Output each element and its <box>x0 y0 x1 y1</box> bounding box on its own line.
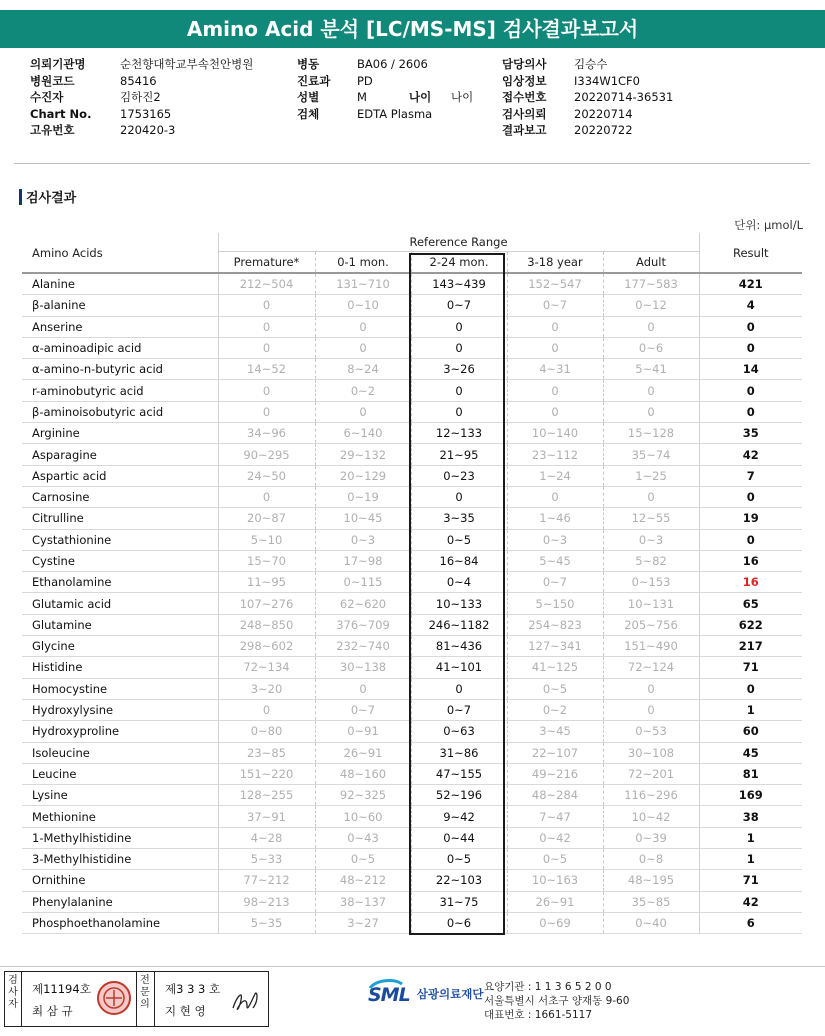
amino-acid-name: Hydroxylysine <box>22 699 218 720</box>
result-value: 169 <box>699 785 802 806</box>
reference-range-cell: 0~7 <box>507 295 603 316</box>
reference-range-cell: 5~41 <box>603 359 699 380</box>
result-value: 60 <box>699 721 802 742</box>
reference-range-cell: 41~125 <box>507 657 603 678</box>
footer-divider <box>0 966 825 967</box>
result-value: 38 <box>699 806 802 827</box>
reference-range-cell: 5~82 <box>603 550 699 571</box>
reference-range-cell: 98~213 <box>218 891 315 912</box>
inspector-vertical-label <box>5 972 22 1026</box>
header-range-4: Adult <box>603 252 699 274</box>
reference-range-cell: 10~131 <box>603 593 699 614</box>
reference-range-cell: 116~296 <box>603 785 699 806</box>
amino-acid-name: 3-Methylhistidine <box>22 849 218 870</box>
reference-range-cell: 0~43 <box>315 827 411 848</box>
signature-box <box>4 971 269 1027</box>
reference-range-cell: 5~150 <box>507 593 603 614</box>
reference-range-cell: 0~115 <box>315 572 411 593</box>
reference-range-cell: 246~1182 <box>411 614 507 635</box>
reference-range-cell: 23~85 <box>218 742 315 763</box>
reference-range-cell: 24~50 <box>218 465 315 486</box>
reference-range-cell: 0 <box>507 316 603 337</box>
patient-info-col2 <box>297 56 473 122</box>
amino-acid-name: Histidine <box>22 657 218 678</box>
reference-range-cell: 0 <box>315 337 411 358</box>
reference-range-cell: 177~583 <box>603 273 699 295</box>
label: 병원코드 <box>30 73 75 88</box>
result-value: 1 <box>699 827 802 848</box>
reviewer-info <box>155 972 268 1026</box>
value: I334W1CF0 <box>574 73 640 88</box>
reference-range-cell: 248~850 <box>218 614 315 635</box>
reference-range-cell: 0~91 <box>315 721 411 742</box>
reference-range-cell: 0 <box>218 337 315 358</box>
reference-range-cell: 14~52 <box>218 359 315 380</box>
reference-range-cell: 0 <box>603 699 699 720</box>
reference-range-cell: 31~75 <box>411 891 507 912</box>
reference-range-cell: 31~86 <box>411 742 507 763</box>
reference-range-cell: 23~112 <box>507 444 603 465</box>
value: PD <box>357 73 373 88</box>
reference-range-cell: 7~47 <box>507 806 603 827</box>
reference-range-cell: 49~216 <box>507 763 603 784</box>
label: 결과보고 <box>502 123 547 138</box>
patient-info-col3 <box>502 56 673 139</box>
reference-range-cell: 0~42 <box>507 827 603 848</box>
amino-acid-name: Homocystine <box>22 678 218 699</box>
result-value: 16 <box>699 550 802 571</box>
reference-range-cell: 10~133 <box>411 593 507 614</box>
inspector-vertical-text: 검사자 <box>8 975 18 1010</box>
result-value: 0 <box>699 337 802 358</box>
reference-range-cell: 10~45 <box>315 508 411 529</box>
seal-icon <box>96 980 132 1016</box>
result-value: 1 <box>699 699 802 720</box>
result-value: 4 <box>699 295 802 316</box>
signature-icon <box>229 986 263 1016</box>
reference-range-cell: 254~823 <box>507 614 603 635</box>
reference-range-cell: 0~5 <box>411 849 507 870</box>
amino-acid-name: Lysine <box>22 785 218 806</box>
reference-range-cell: 9~42 <box>411 806 507 827</box>
header-range-2: 2-24 mon. <box>411 252 507 274</box>
amino-acid-name: β-alanine <box>22 295 218 316</box>
reference-range-cell: 37~91 <box>218 806 315 827</box>
value: 김하진2 <box>120 90 161 105</box>
reference-range-cell: 10~163 <box>507 870 603 891</box>
reference-range-cell: 10~60 <box>315 806 411 827</box>
reference-range-cell: 11~95 <box>218 572 315 593</box>
reference-range-cell: 0 <box>218 316 315 337</box>
reference-range-cell: 0~3 <box>507 529 603 550</box>
reference-range-cell: 3~35 <box>411 508 507 529</box>
reference-range-cell: 0 <box>411 401 507 422</box>
amino-acid-name: Citrulline <box>22 508 218 529</box>
reference-range-cell: 0 <box>411 486 507 507</box>
lab-phone: 대표번호 : 1661-5117 <box>484 1009 593 1021</box>
reference-range-cell: 0 <box>218 401 315 422</box>
reference-range-cell: 212~504 <box>218 273 315 295</box>
amino-acid-name: Anserine <box>22 316 218 337</box>
value: 20220722 <box>574 123 633 138</box>
result-value: 19 <box>699 508 802 529</box>
reference-range-cell: 29~132 <box>315 444 411 465</box>
label: 의뢰기관명 <box>30 57 86 71</box>
reference-range-cell: 0~69 <box>507 912 603 933</box>
reference-range-cell: 0~3 <box>603 529 699 550</box>
label: 임상정보 <box>502 73 547 88</box>
reference-range-cell: 0~7 <box>411 699 507 720</box>
reference-range-cell: 0~7 <box>315 699 411 720</box>
amino-acid-name: Aspartic acid <box>22 465 218 486</box>
reference-range-cell: 4~31 <box>507 359 603 380</box>
reference-range-cell: 0~6 <box>411 912 507 933</box>
result-value: 421 <box>699 273 802 295</box>
reference-range-cell: 48~284 <box>507 785 603 806</box>
reference-range-cell: 48~212 <box>315 870 411 891</box>
result-value: 42 <box>699 444 802 465</box>
result-value: 42 <box>699 891 802 912</box>
reference-range-cell: 5~35 <box>218 912 315 933</box>
reference-range-cell: 38~137 <box>315 891 411 912</box>
reference-range-cell: 0 <box>411 316 507 337</box>
value: 1753165 <box>120 106 172 121</box>
amino-acid-name: Ornithine <box>22 870 218 891</box>
reference-range-cell: 151~490 <box>603 636 699 657</box>
section-bar <box>19 189 22 205</box>
reference-range-cell: 0 <box>603 401 699 422</box>
reference-range-cell: 20~87 <box>218 508 315 529</box>
reference-range-cell: 22~107 <box>507 742 603 763</box>
reference-range-cell: 12~133 <box>411 423 507 444</box>
reference-range-cell: 72~134 <box>218 657 315 678</box>
label: Chart No. <box>30 106 92 121</box>
reference-range-cell: 3~45 <box>507 721 603 742</box>
sml-org-name: 삼광의료재단 <box>416 987 484 1001</box>
reference-range-cell: 6~140 <box>315 423 411 444</box>
reference-range-cell: 0 <box>315 678 411 699</box>
reference-range-cell: 77~212 <box>218 870 315 891</box>
reference-range-cell: 0~5 <box>411 529 507 550</box>
reference-range-cell: 30~138 <box>315 657 411 678</box>
reference-range-cell: 62~620 <box>315 593 411 614</box>
reference-range-cell: 3~27 <box>315 912 411 933</box>
result-value: 71 <box>699 657 802 678</box>
result-value: 0 <box>699 380 802 401</box>
reference-range-cell: 0 <box>218 699 315 720</box>
reviewer-no: 제3 3 3 호 <box>165 982 221 996</box>
reference-range-cell: 3~26 <box>411 359 507 380</box>
reference-range-cell: 41~101 <box>411 657 507 678</box>
reference-range-cell: 127~341 <box>507 636 603 657</box>
amino-acid-name: Alanine <box>22 273 218 295</box>
value: 20220714-36531 <box>574 90 674 105</box>
reference-range-cell: 0 <box>507 401 603 422</box>
label: 담당의사 <box>502 57 547 71</box>
reference-range-cell: 0~6 <box>603 337 699 358</box>
reference-range-cell: 0 <box>603 380 699 401</box>
reference-range-cell: 232~740 <box>315 636 411 657</box>
reference-range-cell: 131~710 <box>315 273 411 295</box>
result-value: 0 <box>699 401 802 422</box>
lab-code: 요양기관 : 1 1 3 6 5 2 0 0 <box>484 981 612 993</box>
result-value: 622 <box>699 614 802 635</box>
reference-range-cell: 16~84 <box>411 550 507 571</box>
unit-label: 단위: μmol/L <box>734 218 803 232</box>
reference-range-cell: 26~91 <box>315 742 411 763</box>
result-value: 14 <box>699 359 802 380</box>
value: 85416 <box>120 73 157 88</box>
header-result: Result <box>699 233 802 273</box>
reference-range-cell: 92~325 <box>315 785 411 806</box>
result-value: 81 <box>699 763 802 784</box>
highlight-box-2-24-mon <box>409 253 505 935</box>
result-value: 16 <box>699 572 802 593</box>
reference-range-cell: 0 <box>603 486 699 507</box>
reference-range-cell: 0 <box>507 337 603 358</box>
reference-range-cell: 0~5 <box>507 678 603 699</box>
label: 검체 <box>297 106 320 121</box>
reference-range-cell: 0 <box>603 678 699 699</box>
reference-range-cell: 0 <box>315 316 411 337</box>
reference-range-cell: 48~195 <box>603 870 699 891</box>
label: 성별 <box>297 90 320 105</box>
amino-acid-name: Phosphoethanolamine <box>22 912 218 933</box>
amino-acid-name: Glutamic acid <box>22 593 218 614</box>
reference-range-cell: 20~129 <box>315 465 411 486</box>
reference-range-cell: 10~42 <box>603 806 699 827</box>
age-label: 나이 <box>409 90 432 105</box>
lab-address <box>484 980 629 1022</box>
reference-range-cell: 0~10 <box>315 295 411 316</box>
reference-range-cell: 81~436 <box>411 636 507 657</box>
reference-range-cell: 376~709 <box>315 614 411 635</box>
label: 검사의뢰 <box>502 106 547 121</box>
reference-range-cell: 0~53 <box>603 721 699 742</box>
patient-info-col1 <box>30 56 253 139</box>
header-range-3: 3-18 year <box>507 252 603 274</box>
reference-range-cell: 0 <box>218 486 315 507</box>
amino-acid-name: Carnosine <box>22 486 218 507</box>
reference-range-cell: 152~547 <box>507 273 603 295</box>
amino-acid-name: β-aminoisobutyric acid <box>22 401 218 422</box>
reference-range-cell: 1~24 <box>507 465 603 486</box>
reference-range-cell: 0~8 <box>603 849 699 870</box>
reference-range-cell: 0~7 <box>507 572 603 593</box>
reference-range-cell: 0 <box>411 380 507 401</box>
reference-range-cell: 0~80 <box>218 721 315 742</box>
reference-range-cell: 0 <box>218 380 315 401</box>
lab-address-line: 서울특별시 서초구 양재동 9-60 <box>484 995 630 1007</box>
reference-range-cell: 0~39 <box>603 827 699 848</box>
label: 수진자 <box>30 90 64 105</box>
age-value: 나이 <box>451 90 474 105</box>
reference-range-cell: 0~12 <box>603 295 699 316</box>
reviewer-name: 지 현 영 <box>165 1004 206 1018</box>
amino-acid-name: Phenylalanine <box>22 891 218 912</box>
reference-range-cell: 5~33 <box>218 849 315 870</box>
reference-range-cell: 5~10 <box>218 529 315 550</box>
reference-range-cell: 10~140 <box>507 423 603 444</box>
label: 병동 <box>297 57 320 71</box>
result-value: 45 <box>699 742 802 763</box>
value: 20220714 <box>574 106 633 121</box>
reference-range-cell: 35~74 <box>603 444 699 465</box>
result-value: 65 <box>699 593 802 614</box>
reference-range-cell: 1~46 <box>507 508 603 529</box>
reference-range-cell: 0 <box>411 337 507 358</box>
sml-logo <box>368 980 484 1006</box>
reference-range-cell: 0~63 <box>411 721 507 742</box>
result-value: 0 <box>699 486 802 507</box>
reference-range-cell: 0~7 <box>411 295 507 316</box>
amino-acid-name: Glutamine <box>22 614 218 635</box>
reference-range-cell: 143~439 <box>411 273 507 295</box>
reference-range-cell: 48~160 <box>315 763 411 784</box>
result-value: 6 <box>699 912 802 933</box>
amino-acid-name: α-aminoadipic acid <box>22 337 218 358</box>
divider <box>14 163 810 164</box>
reference-range-cell: 4~28 <box>218 827 315 848</box>
amino-acid-name: Cystathionine <box>22 529 218 550</box>
reference-range-cell: 8~24 <box>315 359 411 380</box>
reference-range-cell: 0~3 <box>315 529 411 550</box>
reference-range-cell: 0 <box>603 316 699 337</box>
reference-range-cell: 0 <box>507 380 603 401</box>
value: M <box>357 90 367 105</box>
reference-range-cell: 128~255 <box>218 785 315 806</box>
reference-range-cell: 0~40 <box>603 912 699 933</box>
result-value: 217 <box>699 636 802 657</box>
section-heading <box>19 187 76 206</box>
reference-range-cell: 0~2 <box>507 699 603 720</box>
header-reference-range: Reference Range <box>218 233 699 252</box>
reference-range-cell: 15~128 <box>603 423 699 444</box>
reference-range-cell: 5~45 <box>507 550 603 571</box>
reference-range-cell: 35~85 <box>603 891 699 912</box>
reference-range-cell: 34~96 <box>218 423 315 444</box>
amino-acid-name: Cystine <box>22 550 218 571</box>
value: 김승수 <box>574 57 608 71</box>
reference-range-cell: 52~196 <box>411 785 507 806</box>
result-value: 0 <box>699 316 802 337</box>
reference-range-cell: 205~756 <box>603 614 699 635</box>
amino-acid-name: Hydroxyproline <box>22 721 218 742</box>
label: 접수번호 <box>502 90 547 105</box>
reference-range-cell: 0~44 <box>411 827 507 848</box>
amino-acid-name: Arginine <box>22 423 218 444</box>
reference-range-cell: 1~25 <box>603 465 699 486</box>
reviewer-vertical-text: 전문의 <box>140 975 150 1010</box>
result-value: 0 <box>699 678 802 699</box>
reviewer-vertical-label <box>136 972 155 1026</box>
reference-range-cell: 0 <box>315 401 411 422</box>
reference-range-cell: 15~70 <box>218 550 315 571</box>
reference-range-cell: 17~98 <box>315 550 411 571</box>
reference-range-cell: 0~153 <box>603 572 699 593</box>
header-amino-acids: Amino Acids <box>22 233 218 273</box>
reference-range-cell: 151~220 <box>218 763 315 784</box>
reference-range-cell: 0~23 <box>411 465 507 486</box>
reference-range-cell: 0~4 <box>411 572 507 593</box>
amino-acid-name: Isoleucine <box>22 742 218 763</box>
reference-range-cell: 22~103 <box>411 870 507 891</box>
reference-range-cell: 90~295 <box>218 444 315 465</box>
reference-range-cell: 30~108 <box>603 742 699 763</box>
reference-range-cell: 21~95 <box>411 444 507 465</box>
reference-range-cell: 0~5 <box>315 849 411 870</box>
reference-range-cell: 26~91 <box>507 891 603 912</box>
amino-acid-name: Leucine <box>22 763 218 784</box>
inspector-no: 제11194호 <box>32 982 91 996</box>
amino-acid-name: 1-Methylhistidine <box>22 827 218 848</box>
label: 고유번호 <box>30 123 75 138</box>
reference-range-cell: 0~5 <box>507 849 603 870</box>
reference-range-cell: 12~55 <box>603 508 699 529</box>
reference-range-cell: 298~602 <box>218 636 315 657</box>
amino-acid-name: Glycine <box>22 636 218 657</box>
amino-acid-name: Asparagine <box>22 444 218 465</box>
value: EDTA Plasma <box>357 106 433 121</box>
label: 진료과 <box>297 73 331 88</box>
result-value: 1 <box>699 849 802 870</box>
reference-range-cell: 0 <box>411 678 507 699</box>
result-value: 7 <box>699 465 802 486</box>
sml-logo-text: SML <box>368 984 410 1006</box>
header-range-1: 0-1 mon. <box>315 252 411 274</box>
reference-range-cell: 107~276 <box>218 593 315 614</box>
reference-range-cell: 0~2 <box>315 380 411 401</box>
amino-acid-name: r-aminobutyric acid <box>22 380 218 401</box>
section-title: 검사결과 <box>26 191 77 206</box>
value: BA06 / 2606 <box>357 57 428 71</box>
report-title: Amino Acid 분석 [LC/MS-MS] 검사결과보고서 <box>0 10 825 48</box>
reference-range-cell: 0 <box>218 295 315 316</box>
inspector-name: 최 삼 규 <box>32 1004 73 1018</box>
amino-acid-name: Methionine <box>22 806 218 827</box>
value: 220420-3 <box>120 123 176 138</box>
reference-range-cell: 0 <box>507 486 603 507</box>
reference-range-cell: 72~124 <box>603 657 699 678</box>
result-value: 71 <box>699 870 802 891</box>
reference-range-cell: 72~201 <box>603 763 699 784</box>
reference-range-cell: 3~20 <box>218 678 315 699</box>
amino-acid-name: Ethanolamine <box>22 572 218 593</box>
inspector-info <box>22 972 137 1026</box>
result-value: 35 <box>699 423 802 444</box>
header-range-0: Premature* <box>218 252 315 274</box>
value: 순천향대학교부속천안병원 <box>120 57 254 71</box>
reference-range-cell: 0~19 <box>315 486 411 507</box>
reference-range-cell: 47~155 <box>411 763 507 784</box>
result-value: 0 <box>699 529 802 550</box>
amino-acid-name: α-amino-n-butyric acid <box>22 359 218 380</box>
